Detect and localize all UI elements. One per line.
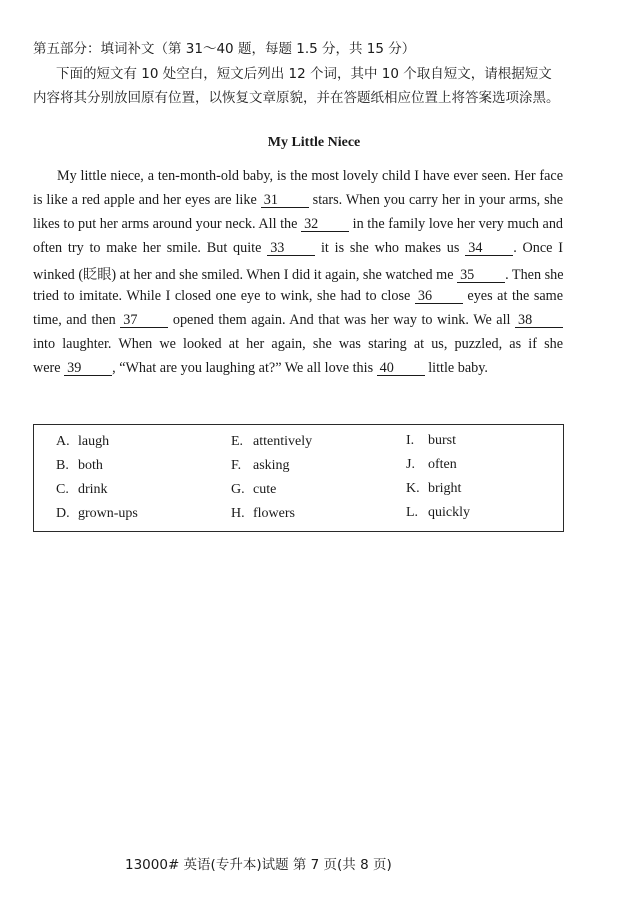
passage-text: likes to put her arms around your neck. All the <box>33 216 298 232</box>
passage-text: . Once I <box>513 240 563 256</box>
instruction-line-2: 内容将其分别放回原有位置，以恢复文章原貌，并在答题纸相应位置上将答案选项涂黑。 <box>33 90 560 106</box>
option-word: laugh <box>78 434 110 449</box>
option-word: grown-ups <box>78 506 138 521</box>
blank-34: 34 <box>465 242 513 256</box>
page-footer: 13000# 英语(专升本)试题 第 7 页(共 8 页) <box>125 857 392 873</box>
passage-line <box>33 240 563 257</box>
blank-38: 38 <box>515 314 563 328</box>
passage-line <box>33 360 563 377</box>
option-word: quickly <box>428 505 470 520</box>
option-letter: C. <box>56 482 69 497</box>
passage-text: often try to make her smile. But quite <box>33 240 262 256</box>
option-letter: E. <box>231 434 244 449</box>
passage-text: eyes at the same <box>467 288 564 304</box>
passage-text: in the family love her very much and <box>352 216 564 232</box>
blank-40: 40 <box>377 362 425 376</box>
option-letter: F. <box>231 458 242 473</box>
passage-text: . Then she <box>505 267 564 283</box>
passage-text: tried to imitate. While I closed one eye to wink, she had to close <box>33 288 411 304</box>
option-letter: L. <box>406 505 419 520</box>
option-word: attentively <box>253 434 313 449</box>
passage-body <box>33 168 563 378</box>
option-d <box>56 506 138 522</box>
passage-text: were <box>33 360 61 376</box>
option-e <box>231 434 312 450</box>
option-b <box>56 458 103 474</box>
passage-line <box>57 168 563 185</box>
passage-line <box>33 216 563 233</box>
option-f <box>231 458 290 474</box>
option-letter: I. <box>406 433 415 448</box>
blank-32: 32 <box>301 218 349 232</box>
option-g <box>231 482 276 498</box>
passage-text: little baby. <box>428 360 488 376</box>
option-k <box>406 481 461 497</box>
passage-text: , “What are you laughing at?” We all love this <box>112 360 374 376</box>
option-i <box>406 433 456 449</box>
option-word: cute <box>253 482 277 497</box>
passage-line <box>33 264 563 284</box>
option-word: asking <box>253 458 290 473</box>
option-word: drink <box>78 482 108 497</box>
passage-text: is like a red apple and her eyes are like <box>33 192 257 208</box>
option-letter: J. <box>406 457 415 472</box>
passage-line <box>33 288 563 305</box>
passage-text: into laughter. When we looked at her again, she was staring at us, puzzled, as if she <box>33 336 563 352</box>
option-c <box>56 482 108 498</box>
option-letter: K. <box>406 481 420 496</box>
instruction-line-1: 下面的短文有 10 处空白，短文后列出 12 个词，其中 10 个取自短文，请根据短文 <box>56 66 552 82</box>
option-word: flowers <box>253 506 295 521</box>
blank-33: 33 <box>267 242 315 256</box>
section-heading: 第五部分：填词补文（第 31～40 题，每题 1.5 分，共 15 分） <box>33 41 416 57</box>
word-options-box <box>33 424 564 532</box>
option-letter: H. <box>231 506 245 521</box>
option-letter: G. <box>231 482 245 497</box>
blank-36: 36 <box>415 290 463 304</box>
option-word: both <box>78 458 103 473</box>
passage-title: My Little Niece <box>267 135 361 150</box>
passage-line <box>33 192 563 209</box>
blank-35: 35 <box>457 269 505 283</box>
option-letter: B. <box>56 458 69 473</box>
passage-text: My little niece, a ten-month-old baby, is the most lovely child I have ever seen. Her face <box>57 168 563 184</box>
blank-31: 31 <box>261 194 309 208</box>
passage-text: stars. When you carry her in your arms, she <box>312 192 564 208</box>
passage-line <box>33 312 563 329</box>
option-l <box>406 505 470 521</box>
option-word: burst <box>428 433 456 448</box>
option-word: often <box>428 457 457 472</box>
passage-text: time, and then <box>33 312 116 328</box>
option-j <box>406 457 457 473</box>
option-h <box>231 506 295 522</box>
passage-text: winked (眨眼) at her and she smiled. When I did it again, she watched me <box>33 267 454 283</box>
blank-39: 39 <box>64 362 112 376</box>
blank-37: 37 <box>120 314 168 328</box>
option-letter: A. <box>56 434 70 449</box>
option-word: bright <box>428 481 462 496</box>
passage-line <box>33 336 563 353</box>
passage-text: it is she who makes us <box>320 240 460 256</box>
option-letter: D. <box>56 506 70 521</box>
passage-text: opened them again. And that was her way to wink. We all <box>172 312 511 328</box>
option-a <box>56 434 109 450</box>
